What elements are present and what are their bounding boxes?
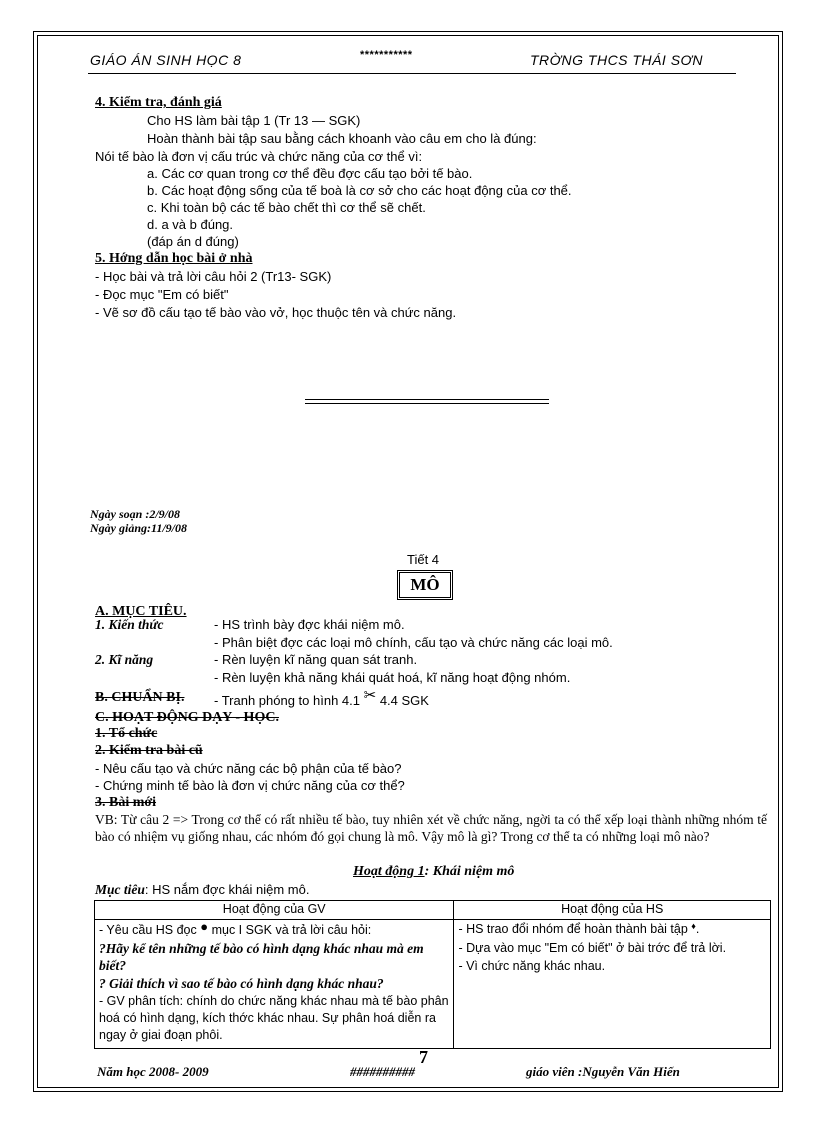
activity1-title	[353, 864, 514, 880]
hs-cell: - HS trao đổi nhóm để hoàn thành bài tập ♦. - Dựa vào mục "Em có biết" ở bài trớc để trả lời. - Vì chức năng khác nhau.	[454, 920, 771, 1049]
kinang-label: 2. Kĩ năng	[95, 652, 154, 667]
kienthuc-line: - HS trình bày đợc khái niệm mô.	[214, 617, 405, 632]
gv-question-1: ?Hãy kể tên những tế bào có hình dạng khác nhau mà em biết?	[99, 941, 424, 973]
table-header-row	[95, 901, 771, 920]
table-header-hs: Hoạt động của HS	[454, 901, 771, 920]
header-rule	[88, 73, 736, 74]
sectionC-sub2: 2. Kiểm tra bài cũ	[95, 743, 203, 758]
table-row	[95, 920, 771, 1049]
lesson-title: MÔ	[397, 570, 453, 600]
sectionC-intro: VB: Từ câu 2 => Trong cơ thể có rất nhiều tế bào, tuy nhiên xét về chức năng, ngời ta có thể xếp loại thành những nhóm tế bào có nhiệm vụ giống nhau, các nhóm đó gọi chung là mô. Vậy mô là gì? Trong cơ thể ta có những loại mô nào?	[95, 812, 767, 844]
lesson-number: Tiết 4	[407, 552, 440, 567]
gv-intro-before: - Yêu cầu HS đọc	[99, 923, 197, 937]
sectionA-title: A. MỤC TIÊU.	[95, 604, 187, 619]
section4-line: Nói tế bào là đơn vị cấu trúc và chức năng của cơ thể vì:	[95, 149, 423, 164]
footer-teacher: giáo viên :Nguyễn Văn Hiến	[526, 1064, 680, 1079]
sectionC-sub3: 3. Bài mới	[95, 795, 157, 810]
header-school: TRỜNG THCS THÁI SƠN	[530, 52, 704, 68]
section4-answer: (đáp án d đúng)	[147, 234, 239, 249]
section5-line: - Đọc mục "Em có biết"	[95, 287, 229, 302]
sectionB-text-after: 4.4 SGK	[379, 693, 429, 708]
activity1-title-prefix: Hoạt động 1	[353, 864, 425, 879]
table-header-gv: Hoạt động của GV	[95, 901, 454, 920]
section4-line: Hoàn thành bài tập sau bằng cách khoanh vào câu em cho là đúng:	[147, 131, 537, 146]
activity1-goal	[95, 882, 309, 898]
hs-line-1: - HS trao đổi nhóm để hoàn thành bài tập	[458, 922, 688, 936]
activity-table	[94, 900, 771, 1049]
section-divider	[305, 399, 549, 404]
section4-option: c. Khi toàn bộ các tế bào chết thì cơ thể sẽ chết.	[147, 200, 426, 215]
gv-intro-after: mục I SGK và trả lời câu hỏi:	[211, 923, 372, 937]
header-stars: ***********	[360, 49, 413, 61]
hs-line-2: - Dựa vào mục "Em có biết" ở bài trớc để trả lời.	[458, 941, 727, 955]
kienthuc-label: 1. Kiến thức	[95, 617, 164, 632]
gv-question-2: ? Giải thích vì sao tế bào có hình dạng khác nhau?	[99, 976, 384, 991]
diamond-icon: ♦	[691, 921, 696, 931]
goal-label: Mục tiêu	[95, 882, 145, 897]
sectionC-title: C. HOẠT ĐỘNG DẠY - HỌC.	[95, 710, 279, 725]
circle-icon: ●	[200, 919, 209, 934]
sectionB-title: B. CHUẨN BỊ.	[95, 690, 185, 705]
section4-option: b. Các hoạt động sống của tế boà là cơ sở cho các hoạt động của cơ thể.	[147, 183, 572, 198]
footer-hashes: ##########	[350, 1064, 415, 1079]
sectionC-sub1: 1. Tổ chức	[95, 726, 158, 741]
kinang-line: - Rèn luyện kĩ năng quan sát tranh.	[214, 652, 418, 667]
page-number: 7	[419, 1047, 428, 1067]
section5-line: - Vẽ sơ đồ cấu tạo tế bào vào vở, học thuộc tên và chức năng.	[95, 305, 457, 320]
kienthuc-line: - Phân biệt đợc các loại mô chính, cấu tạo và chức năng các loại mô.	[214, 635, 613, 650]
header-subject: GIÁO ÁN SINH HỌC 8	[90, 52, 242, 68]
hs-line-3: - Vì chức năng khác nhau.	[458, 959, 606, 973]
section5-title: 5. Hớng dẫn học bài ở nhà	[95, 251, 253, 266]
date-soan: Ngày soạn :2/9/08	[90, 507, 180, 521]
section4-title: 4. Kiểm tra, đánh giá	[95, 95, 222, 110]
gv-cell	[95, 920, 454, 1049]
sectionB-text	[214, 687, 429, 709]
footer-year: Năm học 2008- 2009	[97, 1064, 209, 1079]
section4-line: Cho HS làm bài tập 1 (Tr 13 — SGK)	[147, 113, 361, 128]
sectionC-question: - Chứng minh tế bào là đơn vị chức năng của cơ thể?	[95, 778, 405, 793]
section4-option: a. Các cơ quan trong cơ thể đều đợc cấu tạo bởi tế bào.	[147, 166, 473, 181]
scissors-icon: ✂	[363, 687, 377, 704]
gv-analysis: - GV phân tích: chính do chức năng khác nhau mà tế bào phân hoá có hình dạng, kích thớc khác nhau. Sự phân hoá diễn ra ngay ở giai đoạn phôi.	[99, 994, 449, 1042]
kinang-line: - Rèn luyện khả năng khái quát hoá, kĩ năng hoạt động nhóm.	[214, 670, 571, 685]
activity1-title-suffix: : Khái niệm mô	[424, 864, 515, 879]
sectionB-text-before: - Tranh phóng to hình 4.1	[214, 693, 360, 708]
sectionC-question: - Nêu cấu tạo và chức năng các bộ phận của tế bào?	[95, 761, 402, 776]
date-giang: Ngày giảng:11/9/08	[90, 521, 188, 535]
section4-option: d. a và b đúng.	[147, 217, 234, 232]
goal-text: : HS nắm đợc khái niệm mô.	[144, 882, 310, 897]
section5-line: - Học bài và trả lời câu hỏi 2 (Tr13- SGK)	[95, 269, 332, 284]
